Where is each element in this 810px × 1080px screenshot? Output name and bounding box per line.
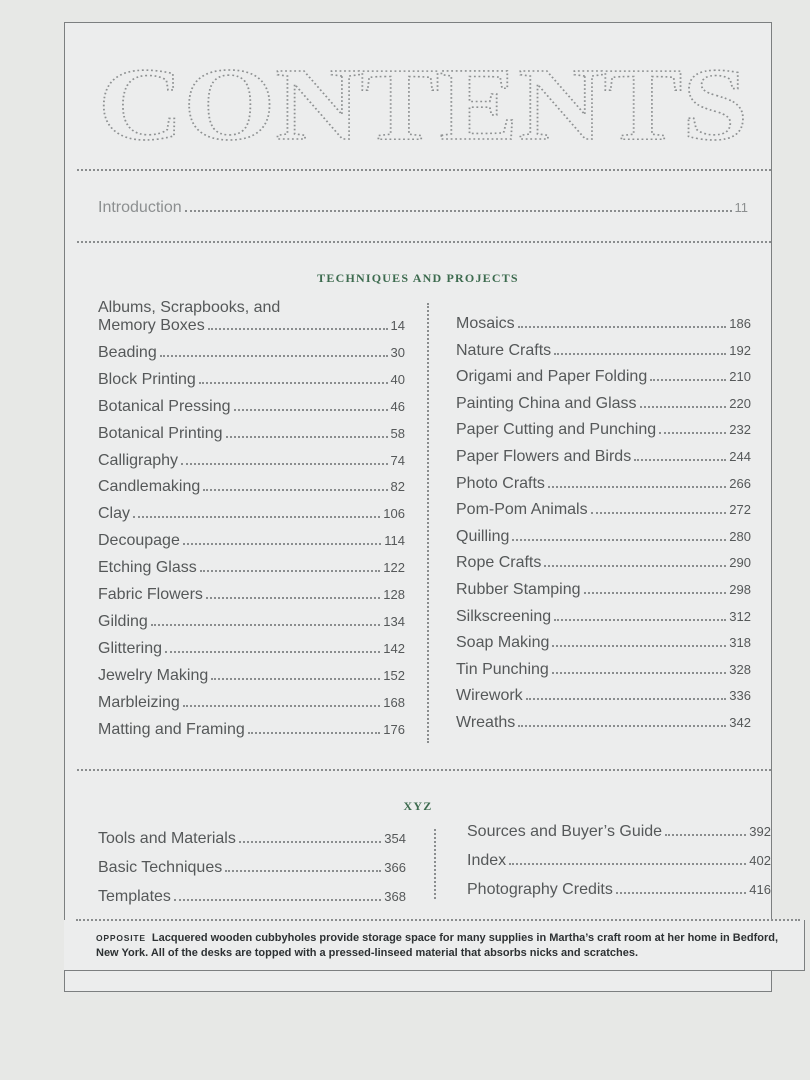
entry-page: 392 [749,824,771,839]
dot-leader [208,328,388,330]
entry-label: Soap Making [456,634,550,652]
entry-label: Photography Credits [467,881,613,898]
entry-label: Templates [98,888,171,905]
entry-page: 40 [390,371,405,387]
dot-leader [659,432,726,434]
dot-leader [200,570,381,572]
entry-label: Quilling [456,527,510,545]
toc-entry-paper-flowers-and-birds[interactable] [456,448,751,466]
entry-label: Index [467,852,507,869]
toc-entry-basic-techniques[interactable] [98,859,406,877]
entry-page: 142 [383,640,405,656]
dot-leader [650,379,726,381]
entry-label: Paper Cutting and Punching [456,421,657,439]
toc-entry-photo-crafts[interactable] [456,475,751,493]
entry-label: Introduction [98,199,182,216]
title-text: CONTENTS [98,53,748,153]
entry-page: 128 [383,587,405,602]
dot-leader [640,406,727,408]
dot-leader [554,353,726,355]
entry-label: Photo Crafts [456,474,545,492]
entry-page: 168 [383,694,405,710]
toc-entry-quilling[interactable] [456,528,751,546]
entry-label: Calligraphy [98,451,179,469]
caption-text: Lacquered wooden cubbyholes provide storage space for many supplies in Martha’s craft room at her home in Bedford, New York. All of the desks are topped with a pressed-linseed material that absorbs nicks and scratches. [96,932,779,959]
section-heading-techniques: TECHNIQUES AND PROJECTS [317,271,519,285]
dot-leader [183,705,380,707]
dot-leader [552,672,727,674]
caption-tag: OPPOSITE [96,933,146,943]
dot-leader [584,592,727,594]
dot-leader [203,489,387,491]
entry-page: 290 [729,555,751,571]
dot-leader [518,326,727,328]
entry-page: 318 [729,635,751,651]
section-heading-xyz: XYZ [403,799,433,813]
dot-leader [181,463,387,465]
entry-page: 192 [729,342,751,358]
toc-entry-index[interactable] [467,852,771,870]
toc-entry-jewelry-making[interactable] [98,667,405,685]
entry-page: 220 [729,395,751,411]
dot-leader [518,725,726,727]
dot-leader [248,732,381,734]
toc-entry-rubber-stamping[interactable] [456,581,751,599]
dot-leader [552,645,726,647]
entry-page: 368 [384,889,406,904]
divider-intro [77,241,771,243]
entry-label: Mosaics [456,315,515,332]
entry-label: Basic Techniques [98,859,223,876]
entry-page: 298 [729,582,751,597]
entry-page: 82 [390,479,405,495]
dot-leader [239,841,381,843]
toc-entry-origami-and-paper-folding[interactable] [456,368,751,386]
dot-leader [185,210,732,212]
entry-page: 186 [729,316,751,331]
entry-label: Beading [98,343,157,361]
entry-label: Decoupage [98,532,180,550]
entry-label: Clay [98,505,131,523]
dot-leader [206,597,380,599]
dot-leader [133,516,380,518]
entry-label: Etching Glass [98,559,197,577]
entry-label: Block Printing [98,370,196,388]
dot-leader [174,899,381,901]
toc-entry-matting-and-framing[interactable] [98,721,405,739]
toc-entry-clay[interactable] [98,505,405,523]
toc-entry-pom-pom-animals[interactable] [456,501,751,519]
toc-entry-paper-cutting-and-punching[interactable] [456,421,751,439]
entry-label: Gilding [98,612,148,630]
toc-entry-calligraphy[interactable] [98,452,405,470]
dot-leader [509,863,746,865]
toc-entry-soap-making[interactable] [456,634,751,652]
dot-leader [183,543,381,545]
entry-label: Tools and Materials [98,830,236,847]
entry-page: 114 [384,533,405,549]
entry-page: 366 [384,860,406,875]
entry-label: Memory Boxes [98,317,205,334]
entry-page: 152 [383,667,405,683]
entry-page: 106 [383,506,405,522]
dot-leader [165,651,380,653]
entry-label: Marbleizing [98,693,180,711]
entry-page: 122 [383,560,405,576]
entry-page: 416 [749,882,771,897]
entry-page: 402 [749,853,771,868]
toc-entry-beading[interactable] [98,344,405,362]
toc-entry-tools-and-materials[interactable] [98,830,406,848]
entry-page: 14 [390,318,405,333]
entry-page: 46 [390,398,405,414]
toc-entry-photography-credits[interactable] [467,881,771,899]
toc-entry-memory-boxes[interactable] [98,317,405,335]
entry-page: 336 [729,688,751,704]
toc-entry-marbleizing[interactable] [98,694,405,712]
dot-leader [234,409,388,411]
toc-entry-gilding[interactable] [98,613,405,631]
contents-page [64,22,772,992]
toc-entry-etching-glass[interactable] [98,559,405,577]
entry-label: Paper Flowers and Birds [456,448,632,465]
entry-page: 244 [729,449,751,464]
toc-entry-botanical-printing[interactable] [98,425,405,443]
entry-page: 74 [390,452,405,468]
dot-leader [548,486,726,488]
entry-page: 11 [734,200,748,215]
toc-entry-block-printing[interactable] [98,371,405,389]
entry-label: Botanical Pressing [98,397,231,415]
entry-label: Sources and Buyer’s Guide [467,823,663,840]
toc-entry-sources-and-buyer-s-guide[interactable] [467,823,771,841]
column-separator [427,303,429,743]
page-title [93,53,753,153]
divider-caption [76,919,800,921]
toc-entry-painting-china-and-glass[interactable] [456,395,751,413]
entry-page: 30 [390,344,405,360]
entry-page: 176 [383,721,405,737]
title-outline [93,53,753,153]
entry-label: Origami and Paper Folding [456,368,648,386]
entry-page: 266 [729,475,751,491]
dot-leader [160,355,388,357]
entry-label: Botanical Printing [98,424,223,442]
dot-leader [226,436,388,438]
toc-entry-glittering[interactable] [98,640,405,658]
toc-entry-mosaics[interactable] [456,315,751,333]
entry-label: Wreaths [456,714,516,731]
toc-entry-decoupage[interactable] [98,532,405,550]
entry-page: 312 [729,608,751,624]
toc-entry-rope-crafts[interactable] [456,554,751,572]
xyz-column-separator [434,829,436,899]
dot-leader [526,698,727,700]
entry-page: 354 [384,831,406,846]
dot-leader [225,870,381,872]
toc-entry-templates[interactable] [98,888,406,906]
dot-leader [554,619,726,621]
photo-caption [96,931,796,961]
entry-label: Rope Crafts [456,554,542,572]
entry-page: 280 [729,528,751,544]
toc-entry-candlemaking[interactable] [98,478,405,496]
entry-page: 58 [390,425,405,441]
toc-entry-wreaths[interactable] [456,714,751,732]
divider-top [77,169,771,171]
entry-page: 272 [729,502,751,518]
divider-xyz [77,769,771,771]
entry-label-line1: Albums, Scrapbooks, and [98,299,281,316]
dot-leader [151,624,380,626]
entry-label: Glittering [98,639,163,657]
toc-entry-tin-punching[interactable] [456,661,751,679]
dot-leader [211,678,380,680]
entry-label: Wirework [456,687,523,705]
entry-label: Fabric Flowers [98,586,203,603]
entry-page: 342 [729,715,751,730]
toc-entry-introduction[interactable] [98,199,748,217]
entry-label: Rubber Stamping [456,581,581,598]
toc-entry-botanical-pressing[interactable] [98,398,405,416]
toc-entry-silkscreening[interactable] [456,608,751,626]
entry-label: Matting and Framing [98,720,245,738]
dot-leader [199,382,388,384]
entry-page: 210 [729,369,751,385]
dot-leader [544,565,726,567]
entry-label: Nature Crafts [456,341,552,359]
entry-label: Jewelry Making [98,666,209,684]
dot-leader [512,539,726,541]
entry-page: 328 [729,661,751,677]
dot-leader [634,459,726,461]
toc-entry-nature-crafts[interactable] [456,342,751,360]
entry-label: Painting China and Glass [456,394,637,412]
dot-leader [616,892,746,894]
entry-page: 232 [729,422,751,438]
dot-leader [665,834,746,836]
entry-label: Silkscreening [456,607,552,625]
entry-label: Tin Punching [456,660,549,678]
toc-entry-wirework[interactable] [456,687,751,705]
toc-entry-fabric-flowers[interactable] [98,586,405,604]
entry-page: 134 [383,613,405,629]
entry-label: Pom-Pom Animals [456,501,588,519]
dot-leader [591,512,727,514]
entry-label: Candlemaking [98,478,201,496]
